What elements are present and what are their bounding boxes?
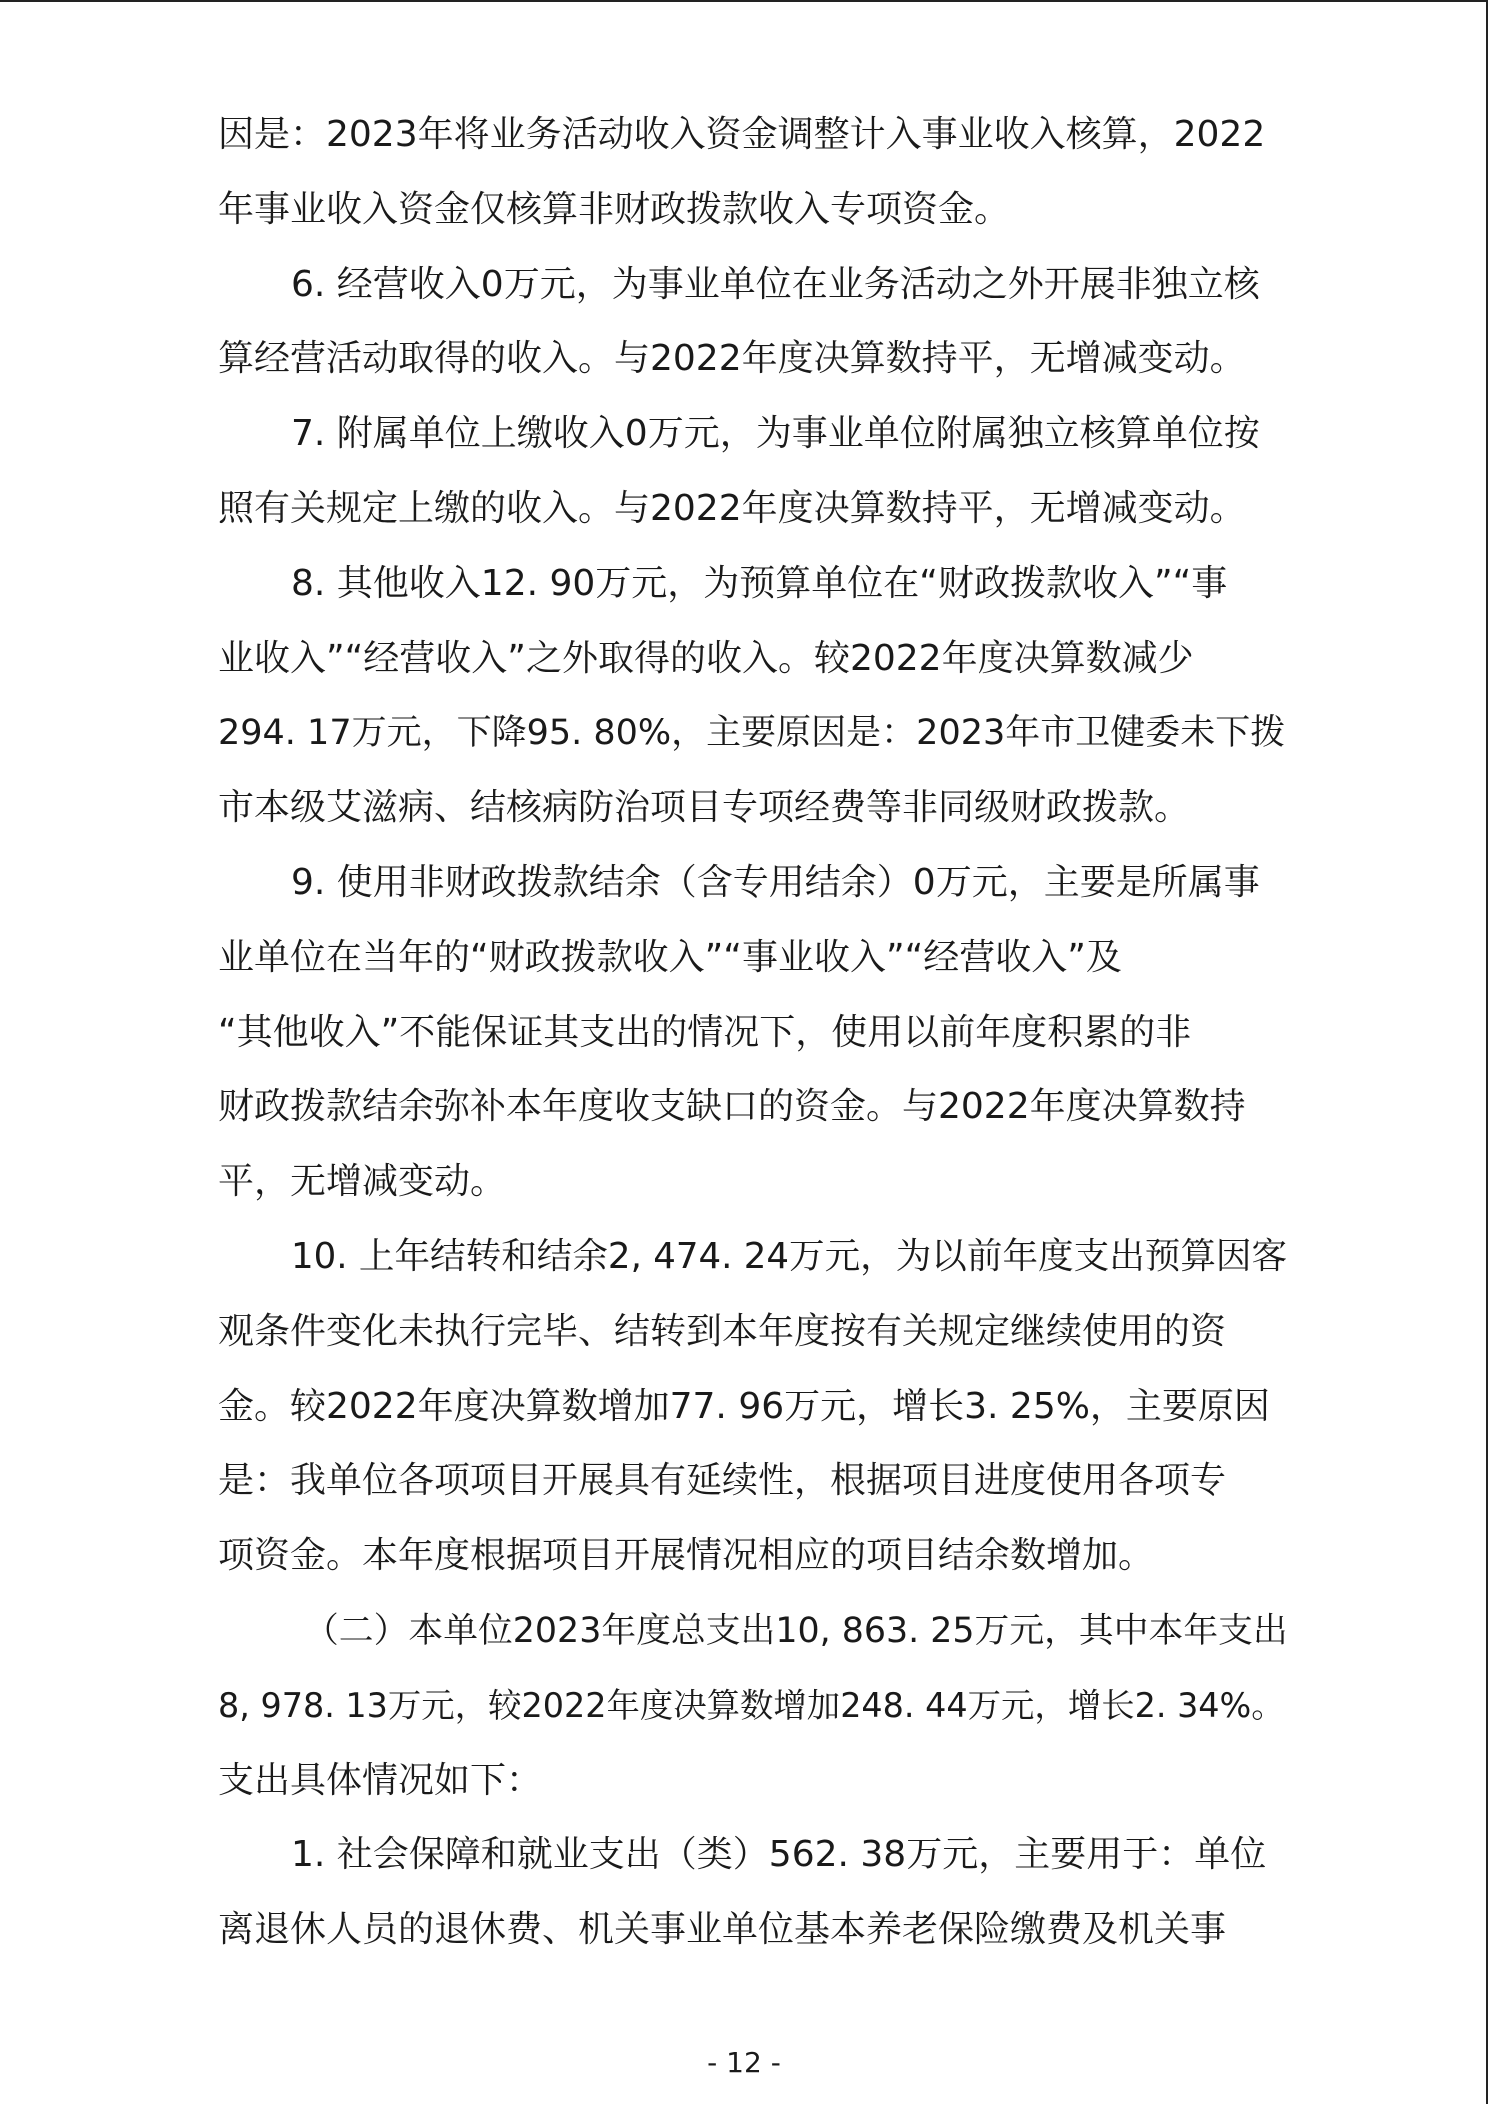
text-line-15: 平，无增减变动。	[218, 1161, 507, 1203]
text-line-6: 照有关规定上缴的收入。与2022年度决算数持平，无增减变动。	[218, 487, 1246, 529]
text-line-21: （二）本单位2023年度总支出10, 863. 25万元，其中本年支出	[304, 1610, 1288, 1651]
text-line-9: 294. 17万元，下降95. 80%，主要原因是：2023年市卫健委未下拨	[218, 713, 1286, 754]
document-body	[218, 98, 1288, 1968]
text-line-25: 离退休人员的退休费、机关事业单位基本养老保险缴费及机关事	[218, 1909, 1227, 1951]
text-line-17: 观条件变化未执行完毕、结转到本年度按有关规定继续使用的资	[218, 1310, 1227, 1352]
text-line-22: 8, 978. 13万元，较2022年度决算数增加248. 44万元，增长2. 34%。	[218, 1685, 1285, 1725]
text-line-2: 年事业收入资金仅核算非财政拨款收入专项资金。	[218, 188, 1011, 230]
text-line-19: 是：我单位各项项目开展具有延续性，根据项目进度使用各项专	[218, 1460, 1227, 1502]
text-line-3: 6. 经营收入0万元，为事业单位在业务活动之外开展非独立核	[291, 263, 1260, 305]
text-line-10: 市本级艾滋病、结核病防治项目专项经费等非同级财政拨款。	[218, 787, 1191, 829]
text-line-23: 支出具体情况如下：	[218, 1759, 543, 1801]
text-line-13: “其他收入”不能保证其支出的情况下，使用以前年度积累的非	[218, 1011, 1192, 1053]
text-line-14: 财政拨款结余弥补本年度收支缺口的资金。与2022年度决算数持	[218, 1086, 1246, 1128]
text-line-4: 算经营活动取得的收入。与2022年度决算数持平，无增减变动。	[218, 338, 1246, 380]
text-line-16: 10. 上年结转和结余2, 474. 24万元，为以前年度支出预算因客	[291, 1235, 1288, 1277]
text-line-7: 8. 其他收入12. 90万元，为预算单位在“财政拨款收入”“事	[291, 562, 1228, 604]
text-line-20: 项资金。本年度根据项目开展情况相应的项目结余数增加。	[218, 1535, 1155, 1577]
text-line-8: 业收入”“经营收入”之外取得的收入。较2022年度决算数减少	[218, 637, 1194, 679]
text-line-18: 金。较2022年度决算数增加77. 96万元，增长3. 25%，主要原因	[218, 1385, 1270, 1427]
text-line-24: 1. 社会保障和就业支出（类）562. 38万元，主要用于：单位	[291, 1834, 1267, 1876]
page-border-top	[0, 0, 1488, 2]
text-line-12: 业单位在当年的“财政拨款收入”“事业收入”“经营收入”及	[218, 936, 1122, 978]
text-line-11: 9. 使用非财政拨款结余（含专用结余）0万元，主要是所属事	[291, 861, 1260, 903]
text-line-5: 7. 附属单位上缴收入0万元，为事业单位附属独立核算单位按	[291, 413, 1260, 455]
text-line-1: 因是：2023年将业务活动收入资金调整计入事业收入核算，2022	[218, 114, 1266, 155]
page-number: - 12 -	[707, 2046, 781, 2079]
